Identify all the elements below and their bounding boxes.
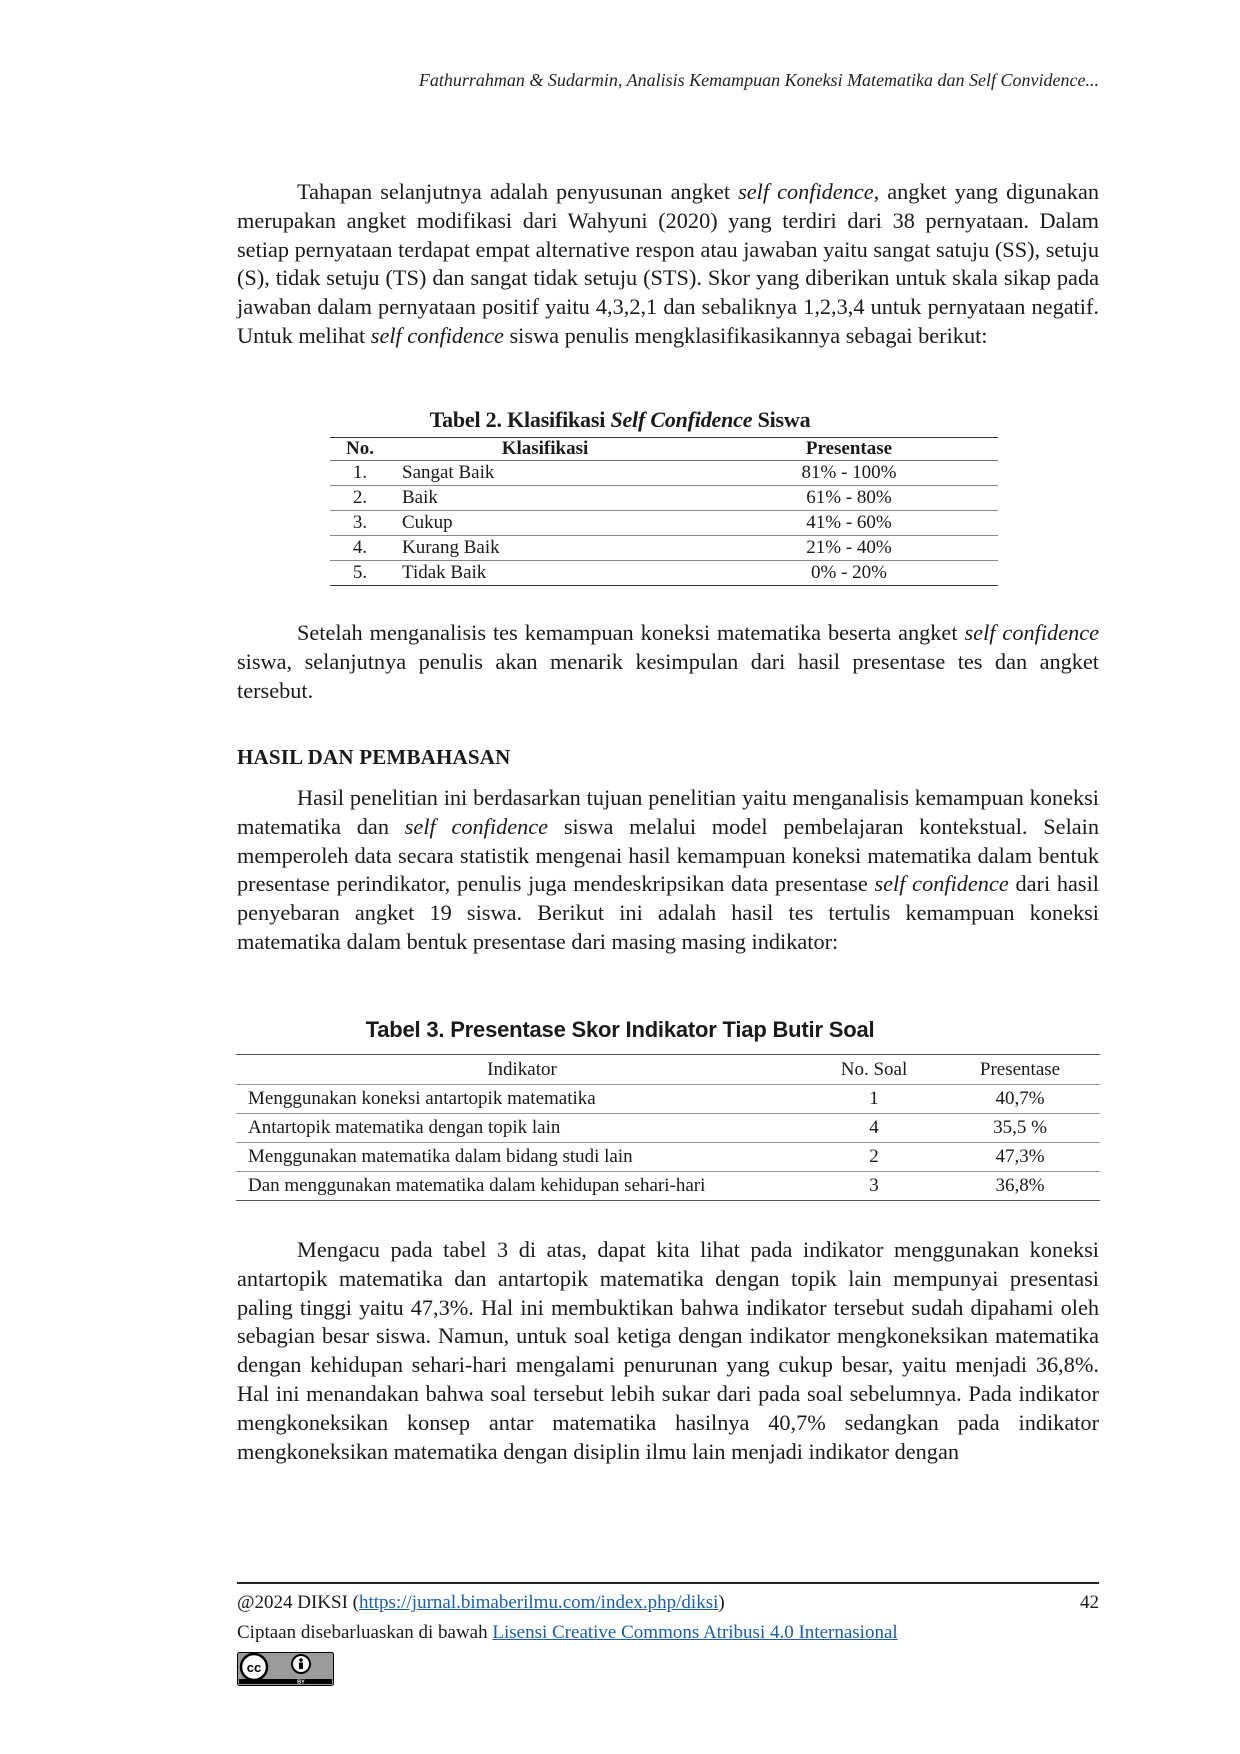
cell-presentase: 35,5 % xyxy=(940,1114,1100,1143)
text: Tahapan selanjutnya adalah penyusunan angket xyxy=(297,179,739,204)
cell-presentase: 47,3% xyxy=(940,1143,1100,1172)
table-header-row xyxy=(236,1055,1100,1085)
cc-icon-label: cc xyxy=(246,1660,262,1675)
caption-text: Siswa xyxy=(752,407,811,432)
cell-no-soal: 1 xyxy=(808,1085,940,1114)
footer-license xyxy=(237,1622,898,1644)
cell-presentase: 41% - 60% xyxy=(700,511,998,536)
table-row xyxy=(330,486,998,511)
cell-no: 4. xyxy=(330,536,390,561)
cell-no-soal: 3 xyxy=(808,1172,940,1201)
classification-table xyxy=(330,437,998,586)
footer-rule xyxy=(237,1582,1099,1584)
text: Setelah menganalisis tes kemampuan koneksi matematika beserta angket xyxy=(297,620,965,645)
by-label: BY xyxy=(297,1679,305,1686)
table3-caption: Tabel 3. Presentase Skor Indikator Tiap Butir Soal xyxy=(365,1017,875,1042)
cell-klasifikasi: Baik xyxy=(390,486,700,511)
cell-presentase: 81% - 100% xyxy=(700,461,998,486)
cell-presentase: 40,7% xyxy=(940,1085,1100,1114)
col-header-indikator: Indikator xyxy=(236,1055,808,1085)
table-row xyxy=(236,1114,1100,1143)
table-row xyxy=(236,1143,1100,1172)
license-link[interactable]: Lisensi Creative Commons Atribusi 4.0 Internasional xyxy=(492,1622,898,1643)
paragraph-results-intro xyxy=(237,784,1099,957)
col-header-presentase: Presentase xyxy=(940,1055,1100,1085)
running-header: Fathurrahman & Sudarmin, Analisis Kemampuan Koneksi Matematika dan Self Convidence... xyxy=(418,70,1099,90)
cell-presentase: 61% - 80% xyxy=(700,486,998,511)
page-number: 42 xyxy=(1080,1592,1099,1613)
table-row xyxy=(330,561,998,586)
cell-no-soal: 4 xyxy=(808,1114,940,1143)
paragraph-conclusion-method xyxy=(237,619,1099,705)
cell-indikator: Menggunakan koneksi antartopik matematika xyxy=(236,1085,808,1114)
cell-no-soal: 2 xyxy=(808,1143,940,1172)
cell-presentase: 21% - 40% xyxy=(700,536,998,561)
caption-text: Tabel 2. Klasifikasi xyxy=(429,407,611,432)
cell-presentase: 0% - 20% xyxy=(700,561,998,586)
text: siswa melalui model pembelajaran kontekstual. Selain memperoleh data secara statistik mengenai hasil kemampuan koneksi matematika dalam bentuk presentase perindikator, penulis juga mendeskripsikan data presentase xyxy=(237,813,1100,897)
cell-indikator: Antartopik matematika dengan topik lain xyxy=(236,1114,808,1143)
text: Hasil penelitian ini berdasarkan tujuan penelitian yaitu menganalisis kemampuan koneksi matematika dan xyxy=(237,785,1099,839)
cell-klasifikasi: Tidak Baik xyxy=(390,561,700,586)
cell-indikator: Menggunakan matematika dalam bidang studi lain xyxy=(236,1143,808,1172)
journal-url-link[interactable]: https://jurnal.bimaberilmu.com/index.php/diksi xyxy=(359,1592,719,1613)
table2-caption xyxy=(0,407,1240,433)
cell-klasifikasi: Cukup xyxy=(390,511,700,536)
cell-no: 2. xyxy=(330,486,390,511)
table-row xyxy=(330,461,998,486)
cell-klasifikasi: Sangat Baik xyxy=(390,461,700,486)
copyright-text: @2024 DIKSI ( xyxy=(237,1592,359,1613)
text: siswa penulis mengklasifikasikannya sebagai berikut: xyxy=(503,322,988,348)
footer-copyright xyxy=(237,1592,725,1614)
table-header-row xyxy=(330,438,998,461)
italic-term: self confidence xyxy=(738,179,874,204)
paragraph-angket xyxy=(237,178,1099,351)
text: dari hasil penyebaran angket 19 siswa. Berikut ini adalah hasil tes tertulis kemampuan koneksi matematika dalam bentuk presentase dari masing masing indikator: xyxy=(237,871,1099,954)
cell-indikator: Dan menggunakan matematika dalam kehidupan sehari-hari xyxy=(236,1172,808,1201)
section-heading: HASIL DAN PEMBAHASAN xyxy=(237,745,511,769)
cell-klasifikasi: Kurang Baik xyxy=(390,536,700,561)
license-text: Ciptaan disebarluaskan di bawah xyxy=(237,1622,493,1643)
text: siswa, selanjutnya penulis akan menarik kesimpulan dari hasil presentase tes dan angket tersebut. xyxy=(237,648,1099,703)
text: , angket yang digunakan merupakan angket modifikasi dari Wahyuni (2020) yang terdiri dari 38 pernyataan. Dalam setiap pernyataan terdapat empat alternative respon atau jawaban yaitu sangat satuju (SS), setuju (S), tidak setuju (TS) dan sangat tidak setuju (STS). Skor yang diberikan untuk skala sikap pada jawaban dalam pernyataan positif yaitu 4,3,2,1 dan sebaliknya 1,2,3,4 untuk pernyataan negatif. Untuk melihat xyxy=(237,179,1099,348)
italic-term: self confidence xyxy=(404,813,549,839)
table-row xyxy=(330,536,998,561)
col-header-klasifikasi: Klasifikasi xyxy=(390,438,700,461)
indicator-score-table xyxy=(236,1054,1100,1201)
cc-by-license-badge[interactable] xyxy=(237,1652,334,1686)
paragraph-discussion: Mengacu pada tabel 3 di atas, dapat kita lihat pada indikator menggunakan koneksi antartopik matematika dan antartopik matematika dengan topik lain mempunyai presentasi paling tinggi yaitu 47,3%. Hal ini membuktikan bahwa indikator tersebut sudah dipahami oleh sebagian besar siswa. Namun, untuk soal ketiga dengan indikator mengkoneksikan matematika dengan kehidupan sehari-hari mengalami penurunan yang cukup besar, yaitu menjadi 36,8%. Hal ini menandakan bahwa soal tersebut lebih sukar dari pada soal sebelumnya. Pada indikator mengkoneksikan konsep antar matematika hasilnya 40,7% sedangkan pada indikator mengkoneksikan matematika dengan disiplin ilmu lain menjadi indikator dengan xyxy=(237,1237,1099,1464)
cell-no: 1. xyxy=(330,461,390,486)
italic-term: self confidence xyxy=(370,322,504,348)
italic-term: self confidence xyxy=(964,620,1100,645)
table-row xyxy=(236,1085,1100,1114)
cell-no: 5. xyxy=(330,561,390,586)
cell-no: 3. xyxy=(330,511,390,536)
copyright-text: ) xyxy=(718,1592,725,1613)
col-header-no: No. xyxy=(330,438,390,461)
col-header-presentase: Presentase xyxy=(700,438,998,461)
table-row xyxy=(236,1172,1100,1201)
italic-term: self confidence xyxy=(874,871,1009,897)
cell-presentase: 36,8% xyxy=(940,1172,1100,1201)
caption-italic: Self Confidence xyxy=(610,407,753,432)
col-header-no-soal: No. Soal xyxy=(808,1055,940,1085)
table-row xyxy=(330,511,998,536)
